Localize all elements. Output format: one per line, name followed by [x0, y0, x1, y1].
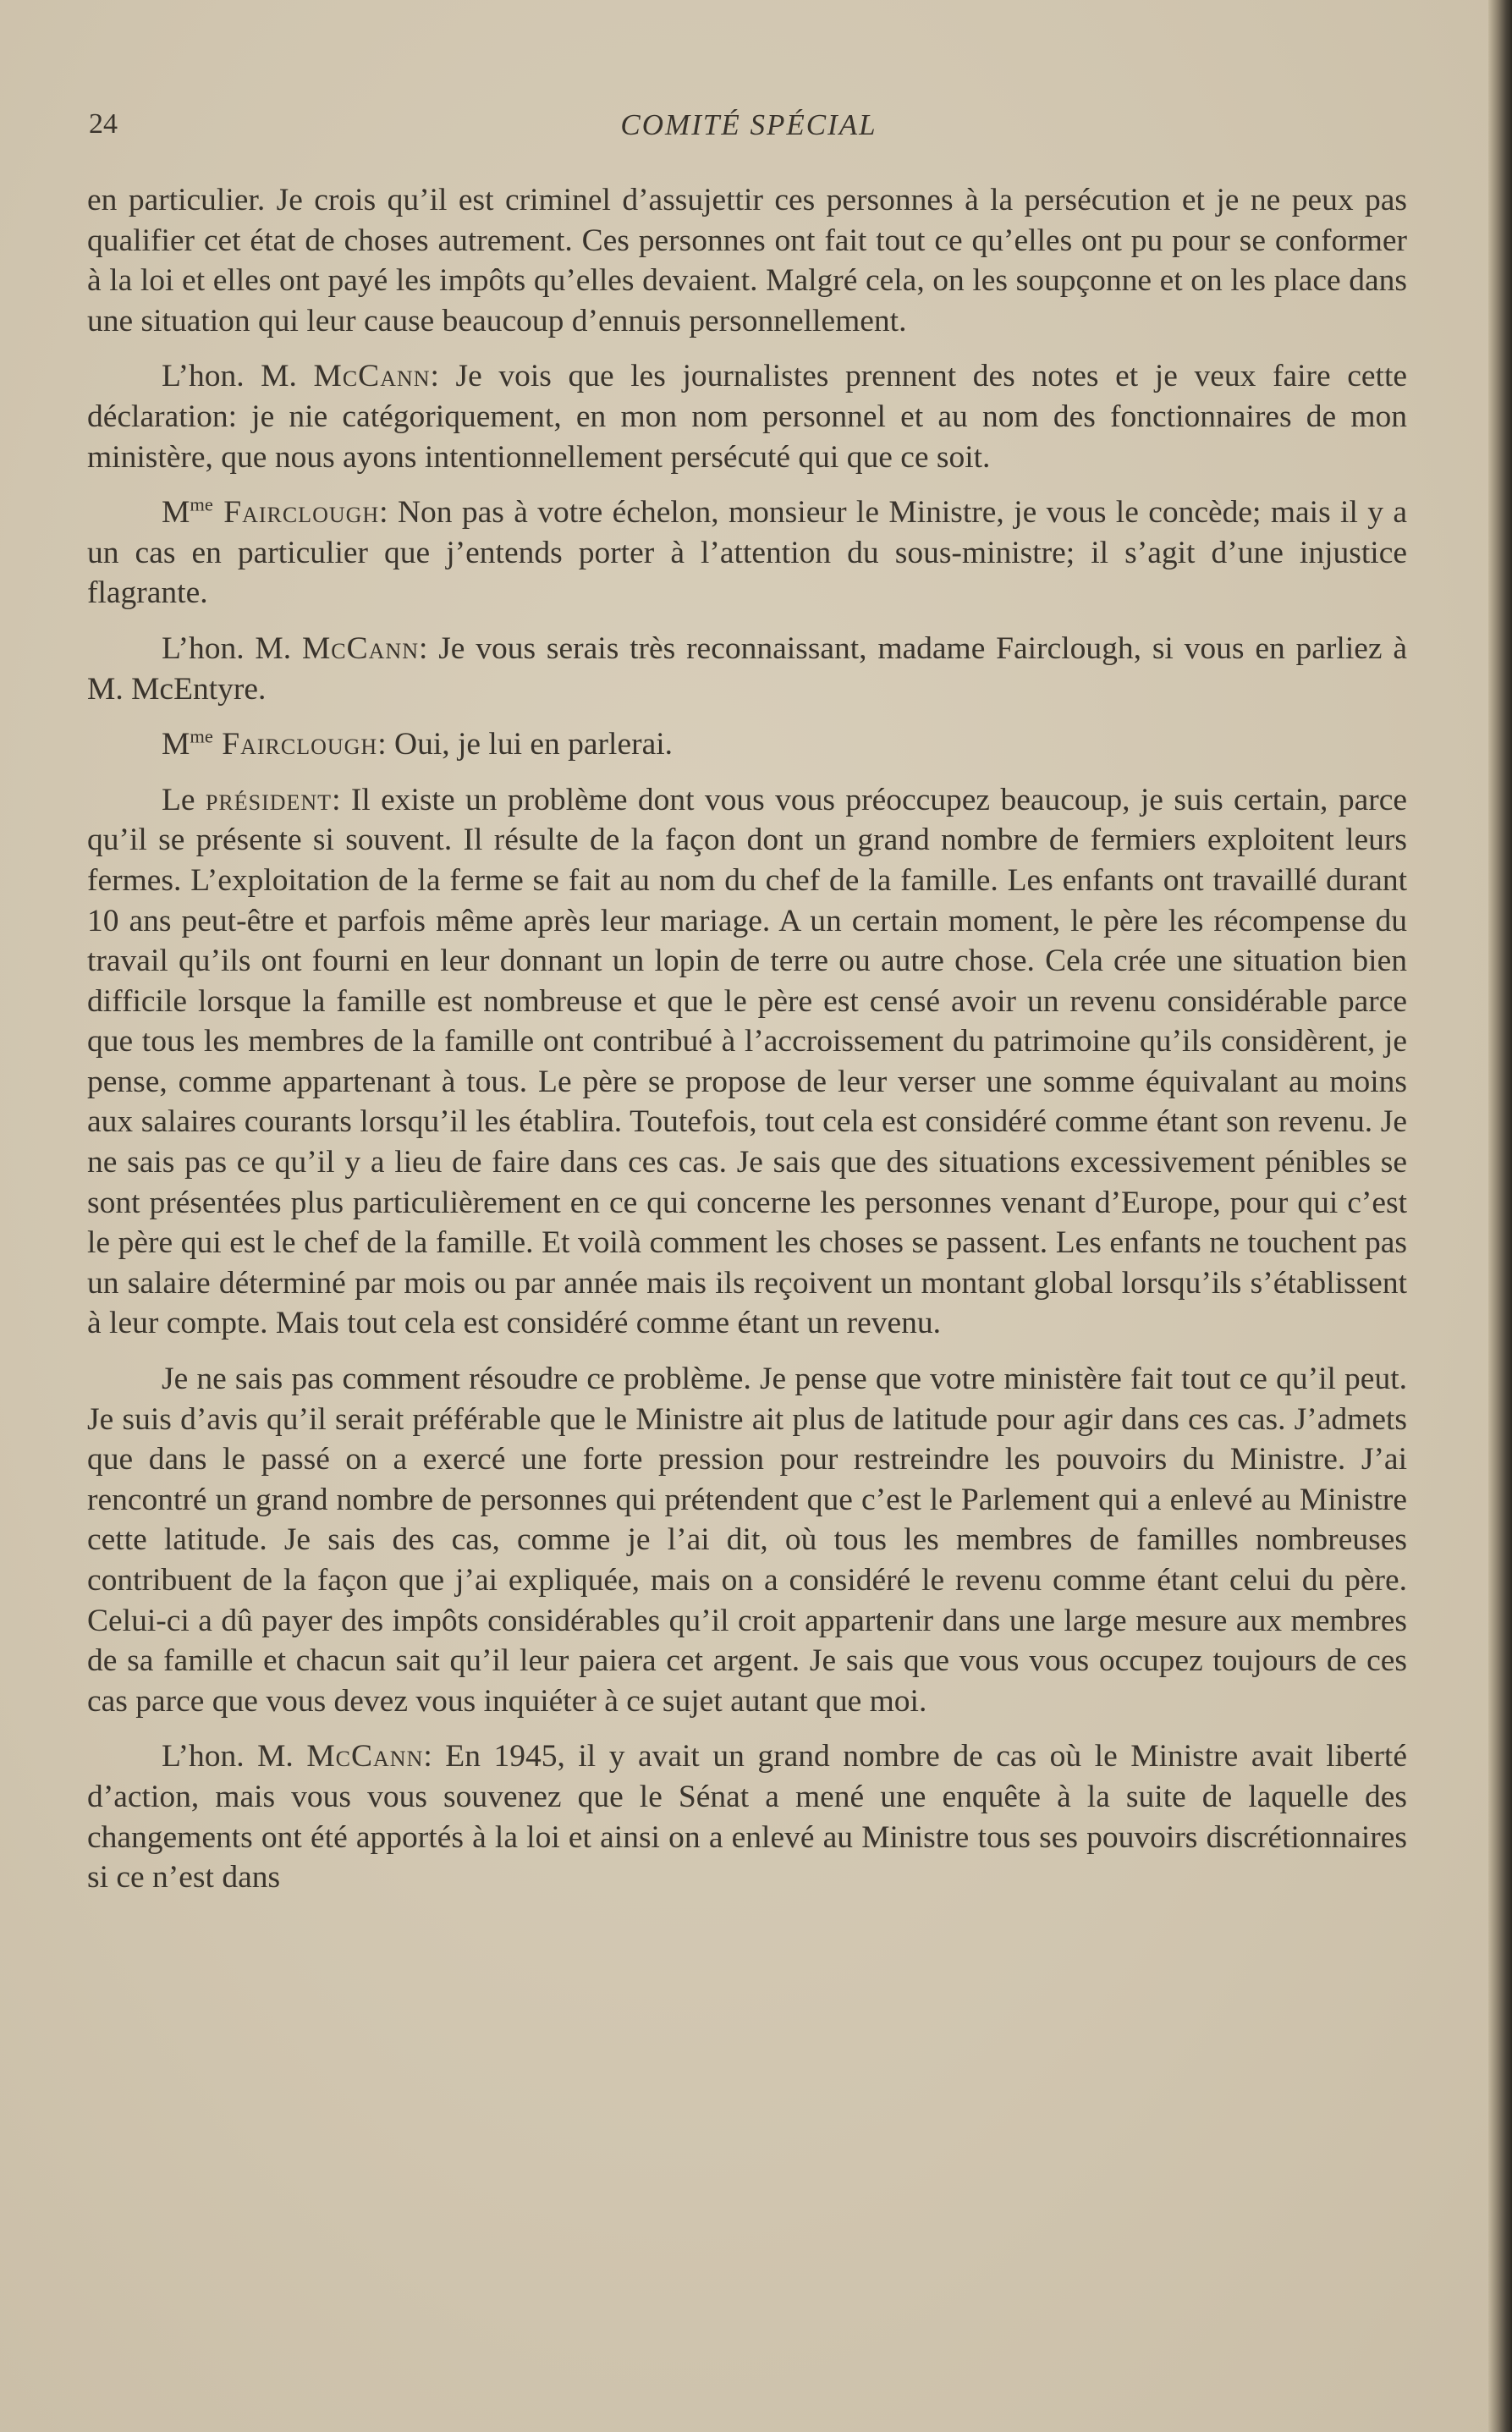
paragraph-8 [87, 1736, 1407, 1897]
paragraph-3 [87, 492, 1407, 614]
speaker-title-superscript: me [190, 493, 213, 515]
page-number: 24 [89, 108, 118, 140]
speaker-prefix: L’hon. M. [162, 359, 314, 394]
page-header [89, 108, 1409, 151]
speaker-prefix: Le [162, 782, 206, 817]
speaker-name: Fairclough [212, 727, 378, 762]
speaker-prefix: M [162, 495, 190, 531]
paragraph-text: : Oui, je lui en parlerai. [377, 727, 674, 762]
speaker-name: McCann [306, 1739, 424, 1774]
paragraph-4 [87, 629, 1407, 709]
speaker-name: président [205, 782, 333, 817]
paragraph-text: en particulier. Je crois qu’il est criminel d’assujettir ces personnes à la persécution et je ne peux pas qualifier cet état de choses autrement. Ces personnes ont fait tout ce qu’elles ont pu pour se conformer à la loi et elles ont payé les impôts qu’elles devaient. Malgré cela, on les soupçonne et on les place dans une situation qui leur cause beaucoup d’ennuis personnellement. [87, 183, 1407, 338]
body-text [87, 180, 1407, 1913]
page-edge-shadow [1488, 0, 1512, 2432]
speaker-name: McCann [301, 630, 419, 666]
paragraph-text: : Je vois que les journalistes prennent des notes et je veux faire cette déclaration: je nie catégoriquement, en mon nom personnel et au nom des fonctionnaires de mon ministère, que nous ayons intentionnellement persécuté qui que ce soit. [87, 359, 1408, 475]
speaker-prefix: L’hon. M. [162, 1739, 307, 1774]
paragraph-text: Je ne sais pas comment résoudre ce problème. Je pense que votre ministère fait tout ce qu’il peut. Je suis d’avis qu’il serait préférable que le Ministre ait plus de latitude pour agir dans ces cas. J’admets que dans le passé on a exercé une forte pression pour restreindre les pouvoirs du Ministre. J’ai rencontré un grand nombre de personnes qui prétendent que c’est le Parlement qui a enlevé au Ministre cette latitude. Je sais des cas, comme je l’ai dit, où tous les membres de familles nombreuses contribuent de la façon que j’ai expliquée, mais on a considéré le revenu comme étant celui du père. Celui-ci a dû payer des impôts considérables qu’il croit appartenir dans une large mesure aux membres de sa famille et chacun sait qu’il leur paiera cet argent. Je sais que vous vous occupez toujours de ces cas parce que vous devez vous inquiéter à ce sujet autant que moi. [87, 1362, 1407, 1719]
speaker-title-superscript: me [190, 725, 213, 747]
paragraph-text: : Non pas à votre échelon, monsieur le Ministre, je vous le concède; mais il y a un cas en particulier que j’entends porter à l’attention du sous-ministre; il s’agit d’une injustice flagrante. [87, 495, 1407, 611]
running-title: COMITÉ SPÉCIAL [620, 108, 877, 141]
speaker-prefix: M [162, 727, 190, 762]
paragraph-5 [87, 724, 1407, 765]
paragraph-text: : Il existe un problème dont vous vous préoccupez beaucoup, je suis certain, parce qu’il se présente si souvent. Il résulte de la façon dont un grand nombre de fermiers exploitent leurs fermes. L’exploitation de la ferme se fait au nom du chef de la famille. Les enfants ont travaillé durant 10 ans peut-être et parfois même après leur mariage. A un certain moment, le père les récompense du travail qu’ils ont fourni en leur donnant un lopin de terre ou autre chose. Cela crée une situation bien difficile lorsque la famille est nombreuse et que le père est censé avoir un revenu considérable parce que tous les membres de la famille ont contribué à l’accroissement du patrimoine qu’ils considèrent, je pense, comme appartenant à tous. Le père se propose de leur verser une somme équivalant au moins aux salaires courants lorsqu’il les établira. Toutefois, tout cela est considéré comme étant son revenu. Je ne sais pas ce qu’il y a lieu de faire dans ces cas. Je sais que des situations excessivement pénibles se sont présentées plus particulièrement en ce qui concerne les personnes venant d’Europe, pour qui c’est le père qui est le chef de la famille. Et voilà comment les choses se passent. Les enfants ne touchent pas un salaire déterminé par mois ou par année mais ils reçoivent un montant global lorsqu’ils s’établissent à leur compte. Mais tout cela est considéré comme étant un revenu. [87, 782, 1407, 1341]
speaker-prefix: L’hon. M. [162, 630, 302, 666]
paragraph-1 [87, 180, 1407, 341]
speaker-name: McCann [313, 359, 431, 394]
paragraph-2 [87, 356, 1407, 477]
paragraph-7 [87, 1359, 1407, 1721]
paragraph-text: : Je vous serais très reconnaissant, madame Fairclough, si vous en parliez à M. McEntyre. [87, 630, 1408, 707]
paragraph-6 [87, 780, 1407, 1344]
paragraph-text: : En 1945, il y avait un grand nombre de cas où le Ministre avait liberté d’action, mais vous vous souvenez que le Sénat a mené une enquête à la suite de laquelle des changements ont été apportés à la loi et ainsi on a enlevé au Ministre tous ses pouvoirs discrétionnaires si ce n’est dans [87, 1739, 1407, 1896]
speaker-name: Fairclough [212, 495, 380, 531]
